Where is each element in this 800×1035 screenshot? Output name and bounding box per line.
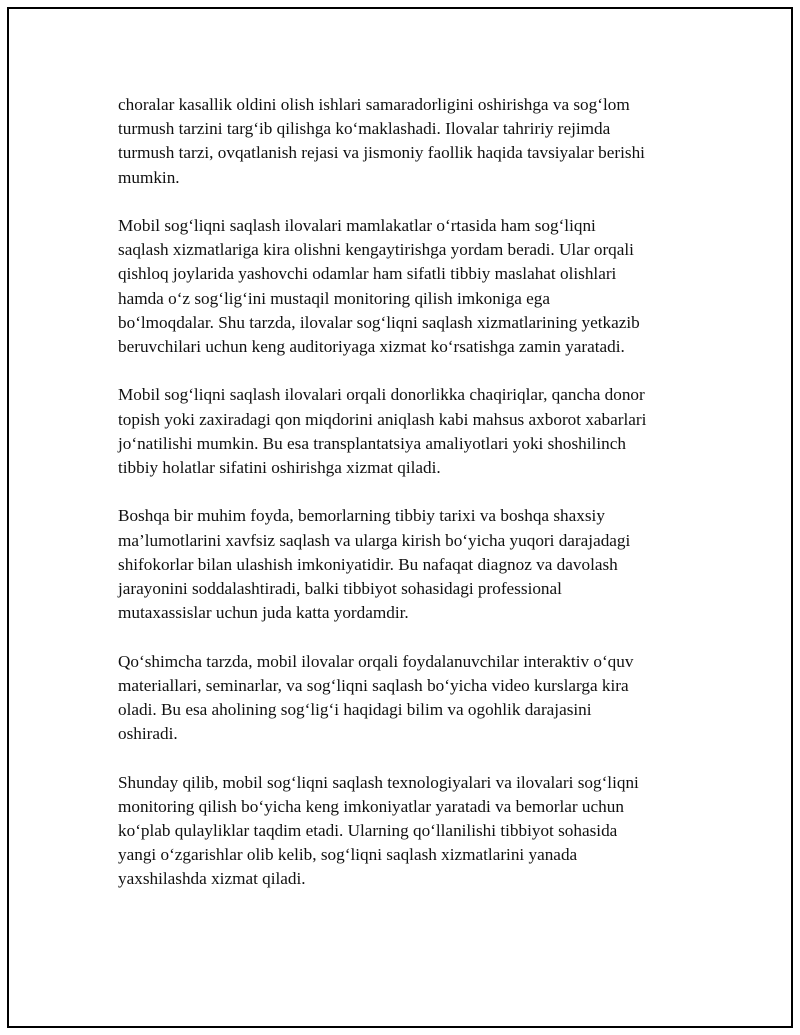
text-line: beruvchilari uchun keng auditoriyaga xizmat ko‘rsatishga zamin yaratadi. — [118, 337, 625, 357]
text-line: ma’lumotlarini xavfsiz saqlash va ularga kirish bo‘yicha yuqori darajadagi — [118, 530, 631, 550]
paragraph-3 — [118, 383, 708, 480]
text-line: mutaxassislar uchun juda katta yordamdir. — [118, 603, 409, 623]
text-line: saqlash xizmatlariga kira olishni kengaytirishga yordam beradi. Ular orqali — [118, 240, 634, 260]
text-line: yangi o‘zgarishlar olib kelib, sog‘liqni saqlash xizmatlarini yanada — [118, 845, 578, 865]
text-line: tibbiy holatlar sifatini oshirishga xizmat qiladi. — [118, 458, 441, 478]
text-line: Boshqa bir muhim foyda, bemorlarning tibbiy tarixi va boshqa shaxsiy — [118, 506, 605, 526]
text-line: yaxshilashda xizmat qiladi. — [118, 869, 306, 889]
text-line: jarayonini soddalashtiradi, balki tibbiyot sohasidagi professional — [118, 579, 562, 599]
text-line: bo‘lmoqdalar. Shu tarzda, ilovalar sog‘liqni saqlash xizmatlarining yetkazib — [118, 312, 640, 332]
text-line: shifokorlar bilan ulashish imkoniyatidir. Bu nafaqat diagnoz va davolash — [118, 554, 618, 574]
paragraph-2 — [118, 214, 708, 359]
text-line: turmush tarzi, ovqatlanish rejasi va jismoniy faollik haqida tavsiyalar berishi — [118, 143, 645, 163]
paragraph-5 — [118, 650, 708, 747]
text-line: Mobil sog‘liqni saqlash ilovalari orqali donorlikka chaqiriqlar, qancha donor — [118, 385, 645, 405]
text-line: choralar kasallik oldini olish ishlari samaradorligini oshirishga va sog‘lom — [118, 95, 630, 114]
text-line: oshiradi. — [118, 724, 178, 744]
text-line: Shunday qilib, mobil sog‘liqni saqlash texnologiyalari va ilovalari sog‘liqni — [118, 772, 639, 792]
text-line: jo‘natilishi mumkin. Bu esa transplantatsiya amaliyotlari yoki shoshilinch — [118, 433, 626, 453]
text-line: hamda o‘z sog‘lig‘ini mustaqil monitoring qilish imkoniga ega — [118, 288, 551, 308]
text-line: mumkin. — [118, 167, 180, 187]
text-line: ko‘plab qulayliklar taqdim etadi. Ularning qo‘llanilishi tibbiyot sohasida — [118, 821, 618, 841]
text-line: materiallari, seminarlar, va sog‘liqni saqlash bo‘yicha video kurslarga kira — [118, 675, 629, 695]
paragraph-4 — [118, 504, 708, 625]
text-line: monitoring qilish bo‘yicha keng imkoniyatlar yaratadi va bemorlar uchun — [118, 796, 624, 816]
document-body — [118, 93, 708, 916]
paragraph-6 — [118, 771, 708, 892]
text-line: Mobil sog‘liqni saqlash ilovalari mamlakatlar o‘rtasida ham sog‘liqni — [118, 216, 596, 235]
text-line: oladi. Bu esa aholining sog‘lig‘i haqidagi bilim va ogohlik darajasini — [118, 700, 592, 720]
text-line: turmush tarzini targ‘ib qilishga ko‘maklashadi. Ilovalar tahririy rejimda — [118, 119, 611, 139]
text-line: qishloq joylarida yashovchi odamlar ham sifatli tibbiy maslahat olishlari — [118, 264, 617, 284]
text-line: topish yoki zaxiradagi qon miqdorini aniqlash kabi mahsus axborot xabarlari — [118, 409, 647, 429]
paragraph-1 — [118, 93, 708, 190]
text-line: Qo‘shimcha tarzda, mobil ilovalar orqali foydalanuvchilar interaktiv o‘quv — [118, 651, 634, 671]
